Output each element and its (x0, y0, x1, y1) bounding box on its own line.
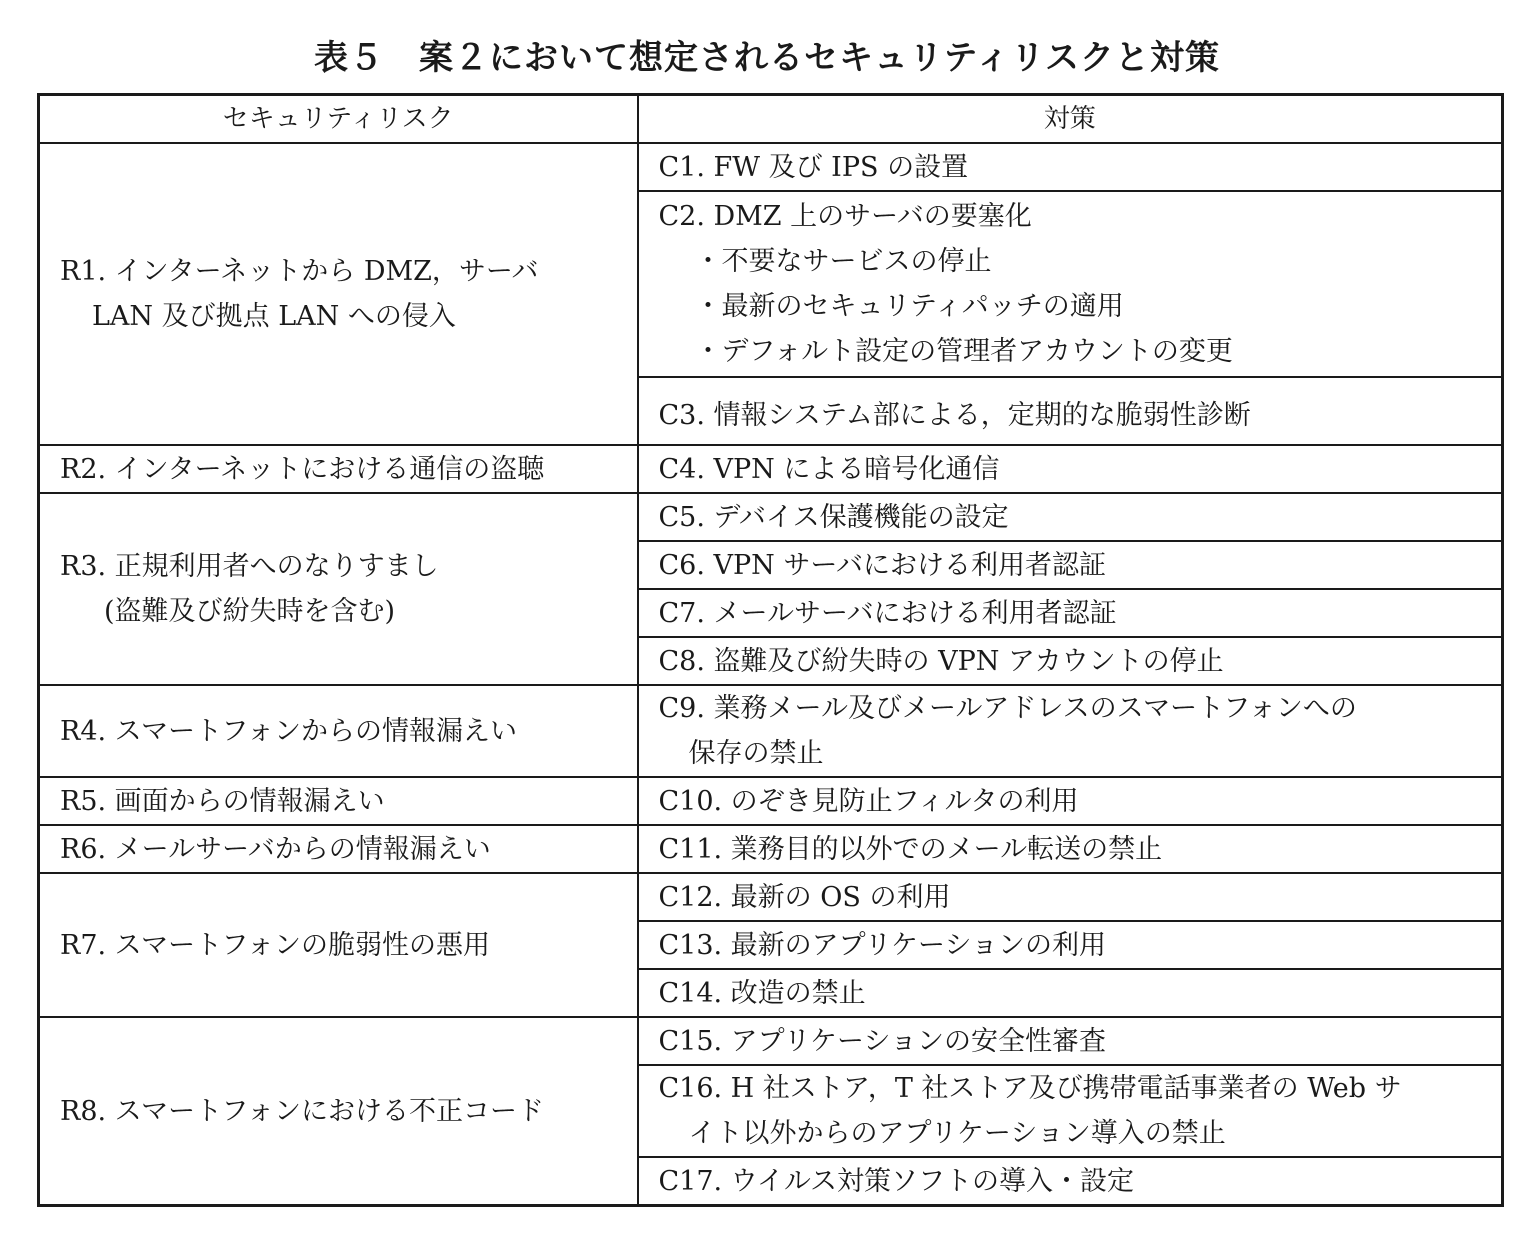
measure-c1: C1. FW 及び IPS の設置 (638, 143, 1503, 191)
risk-r4: R4. スマートフォンからの情報漏えい (39, 685, 638, 777)
measure-c12: C12. 最新の OS の利用 (638, 873, 1503, 921)
risk-r7: R7. スマートフォンの脆弱性の悪用 (39, 873, 638, 1017)
measure-c16-line1: C16. H 社ストア，T 社ストア及び携帯電話事業者の Web サ (658, 1073, 1402, 1104)
measure-c15: C15. アプリケーションの安全性審査 (638, 1017, 1503, 1065)
risk-r1-line1: R1. インターネットから DMZ，サーバ (60, 256, 539, 287)
measure-c4: C4. VPN による暗号化通信 (638, 445, 1503, 493)
risk-r1 (39, 143, 638, 445)
measure-c2-item3: ・デフォルト設定の管理者アカウントの変更 (694, 336, 1233, 367)
measure-c2 (638, 191, 1503, 377)
measure-c9 (638, 685, 1503, 777)
header-countermeasure: 対策 (638, 95, 1503, 144)
measure-c14: C14. 改造の禁止 (638, 969, 1503, 1017)
measure-c16-line2: イト以外からのアプリケーション導入の禁止 (688, 1118, 1226, 1149)
measure-c3: C3. 情報システム部による，定期的な脆弱性診断 (638, 377, 1503, 445)
measure-c5: C5. デバイス保護機能の設定 (638, 493, 1503, 541)
security-risk-table (37, 93, 1504, 1207)
risk-r3-line1: R3. 正規利用者へのなりすまし (60, 551, 439, 582)
table-title: 表５ 案２において想定されるセキュリティリスクと対策 (314, 38, 1220, 78)
measure-c13: C13. 最新のアプリケーションの利用 (638, 921, 1503, 969)
measure-c17: C17. ウイルス対策ソフトの導入・設定 (638, 1157, 1503, 1206)
risk-r6: R6. メールサーバからの情報漏えい (39, 825, 638, 873)
risk-r2: R2. インターネットにおける通信の盗聴 (39, 445, 638, 493)
risk-r1-line2: LAN 及び拠点 LAN への侵入 (92, 301, 456, 332)
measure-c2-item2: ・最新のセキュリティパッチの適用 (694, 291, 1124, 322)
measure-c11: C11. 業務目的以外でのメール転送の禁止 (638, 825, 1503, 873)
measure-c9-line1: C9. 業務メール及びメールアドレスのスマートフォンへの (658, 693, 1357, 724)
measure-c10: C10. のぞき見防止フィルタの利用 (638, 777, 1503, 825)
risk-r8: R8. スマートフォンにおける不正コード (39, 1017, 638, 1206)
measure-c6: C6. VPN サーバにおける利用者認証 (638, 541, 1503, 589)
measure-c7: C7. メールサーバにおける利用者認証 (638, 589, 1503, 637)
measure-c9-line2: 保存の禁止 (688, 738, 824, 769)
measure-c2-item1: ・不要なサービスの停止 (694, 246, 992, 277)
measure-c8: C8. 盗難及び紛失時の VPN アカウントの停止 (638, 637, 1503, 685)
risk-r3-line2: (盗難及び紛失時を含む) (104, 596, 396, 627)
header-security-risk: セキュリティリスク (39, 95, 638, 144)
measure-c16 (638, 1065, 1503, 1157)
risk-r5: R5. 画面からの情報漏えい (39, 777, 638, 825)
risk-r3 (39, 493, 638, 685)
measure-c2-title: C2. DMZ 上のサーバの要塞化 (658, 201, 1032, 232)
